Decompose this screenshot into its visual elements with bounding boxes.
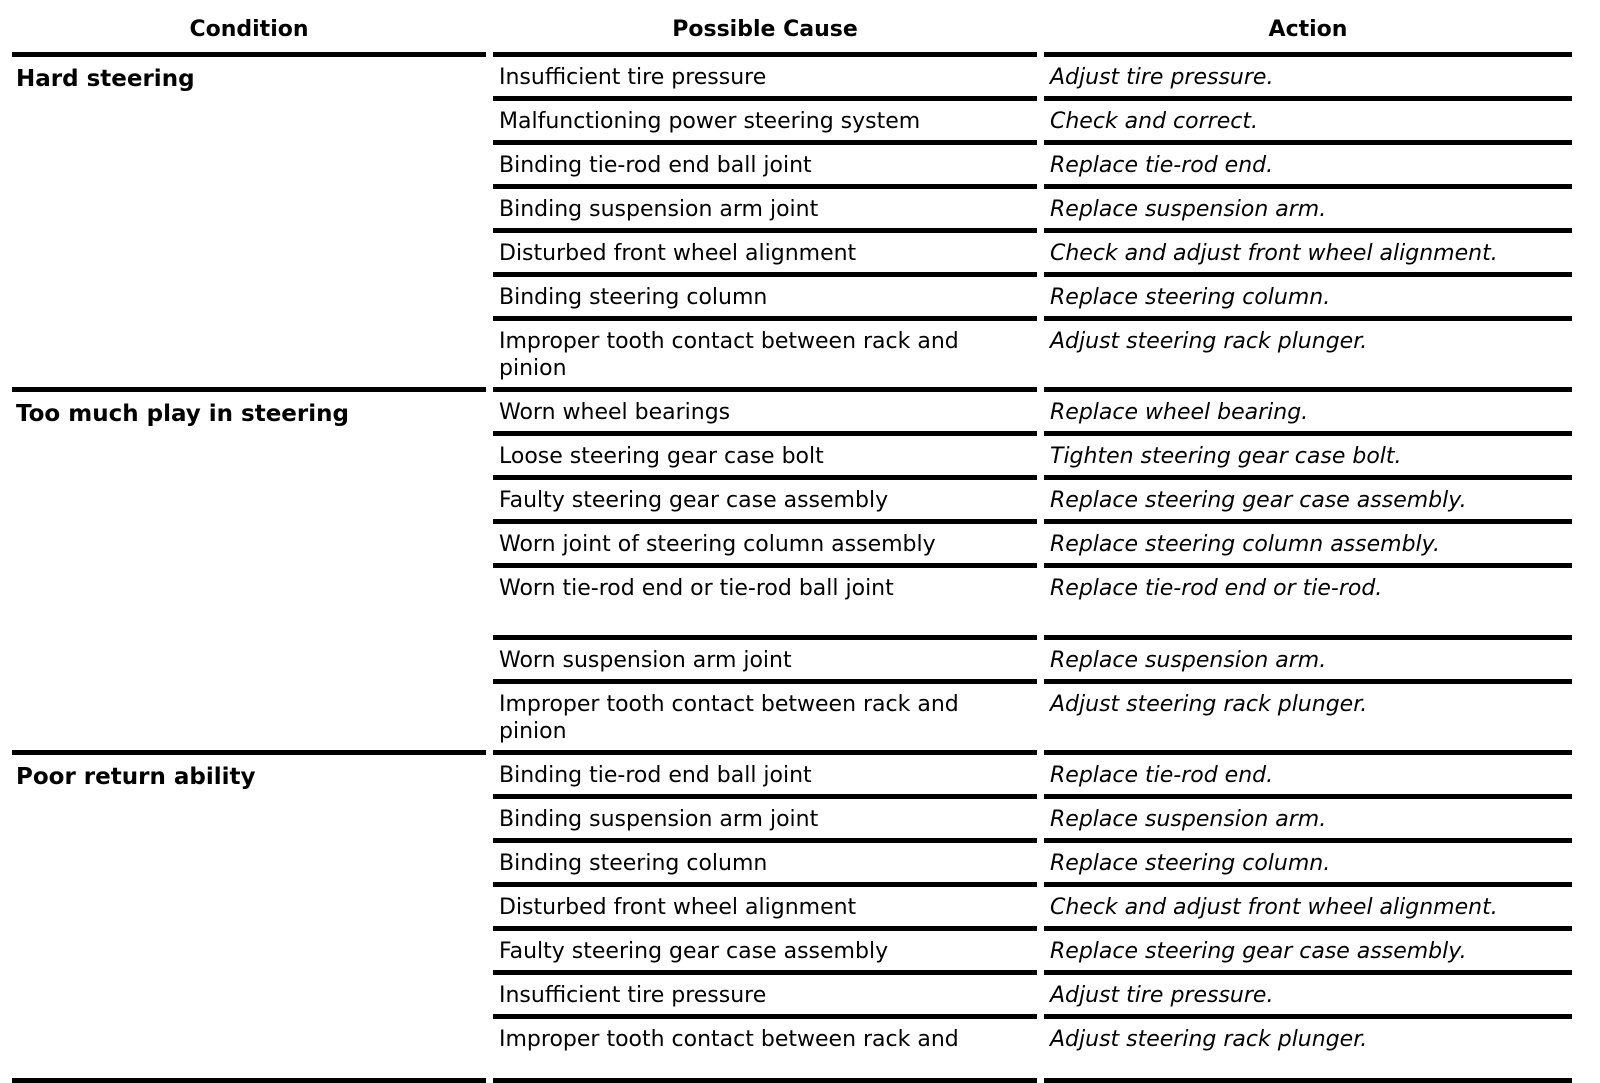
action-cell: Replace tie-rod end or tie-rod. [1044,568,1572,640]
action-cell: Replace suspension arm. [1044,189,1572,233]
cause-cell: Improper tooth contact between rack and [493,1019,1037,1083]
action-cell: Check and adjust front wheel alignment. [1044,887,1572,931]
action-cell: Replace wheel bearing. [1044,392,1572,436]
action-cell: Adjust tire pressure. [1044,975,1572,1019]
cause-cell: Disturbed front wheel alignment [493,887,1037,931]
column-header-possible-cause: Possible Cause [493,0,1037,57]
cause-cell: Binding steering column [493,843,1037,887]
cause-cell: Disturbed front wheel alignment [493,233,1037,277]
action-cell: Adjust steering rack plunger. [1044,1019,1572,1083]
condition-cell: Poor return ability [12,755,486,1083]
cause-cell: Improper tooth contact between rack and pinion [493,321,1037,392]
action-cell: Adjust steering rack plunger. [1044,321,1572,392]
cause-cell: Insufficient tire pressure [493,975,1037,1019]
action-cell: Replace steering column. [1044,277,1572,321]
action-cell: Adjust tire pressure. [1044,57,1572,101]
action-cell: Replace steering gear case assembly. [1044,480,1572,524]
action-cell: Replace steering column assembly. [1044,524,1572,568]
cause-cell: Faulty steering gear case assembly [493,480,1037,524]
cause-cell: Improper tooth contact between rack and pinion [493,684,1037,755]
action-cell: Replace steering column. [1044,843,1572,887]
action-cell: Tighten steering gear case bolt. [1044,436,1572,480]
cause-cell: Binding tie-rod end ball joint [493,145,1037,189]
cause-cell: Loose steering gear case bolt [493,436,1037,480]
action-cell: Adjust steering rack plunger. [1044,684,1572,755]
cause-cell: Binding suspension arm joint [493,799,1037,843]
condition-cell: Hard steering [12,57,486,392]
action-cell: Replace suspension arm. [1044,640,1572,684]
action-cell: Replace tie-rod end. [1044,755,1572,799]
column-header-condition: Condition [12,0,486,57]
cause-cell: Faulty steering gear case assembly [493,931,1037,975]
action-cell: Replace steering gear case assembly. [1044,931,1572,975]
action-cell: Check and correct. [1044,101,1572,145]
troubleshooting-table [12,0,1585,1083]
cause-cell: Worn wheel bearings [493,392,1037,436]
cause-cell: Binding tie-rod end ball joint [493,755,1037,799]
cause-cell: Worn joint of steering column assembly [493,524,1037,568]
cause-cell: Binding steering column [493,277,1037,321]
cause-cell: Binding suspension arm joint [493,189,1037,233]
cause-cell: Worn tie-rod end or tie-rod ball joint [493,568,1037,640]
cause-cell: Worn suspension arm joint [493,640,1037,684]
cause-cell: Insufficient tire pressure [493,57,1037,101]
action-cell: Replace tie-rod end. [1044,145,1572,189]
condition-cell: Too much play in steering [12,392,486,755]
action-cell: Check and adjust front wheel alignment. [1044,233,1572,277]
action-cell: Replace suspension arm. [1044,799,1572,843]
column-header-action: Action [1044,0,1572,57]
cause-cell: Malfunctioning power steering system [493,101,1037,145]
